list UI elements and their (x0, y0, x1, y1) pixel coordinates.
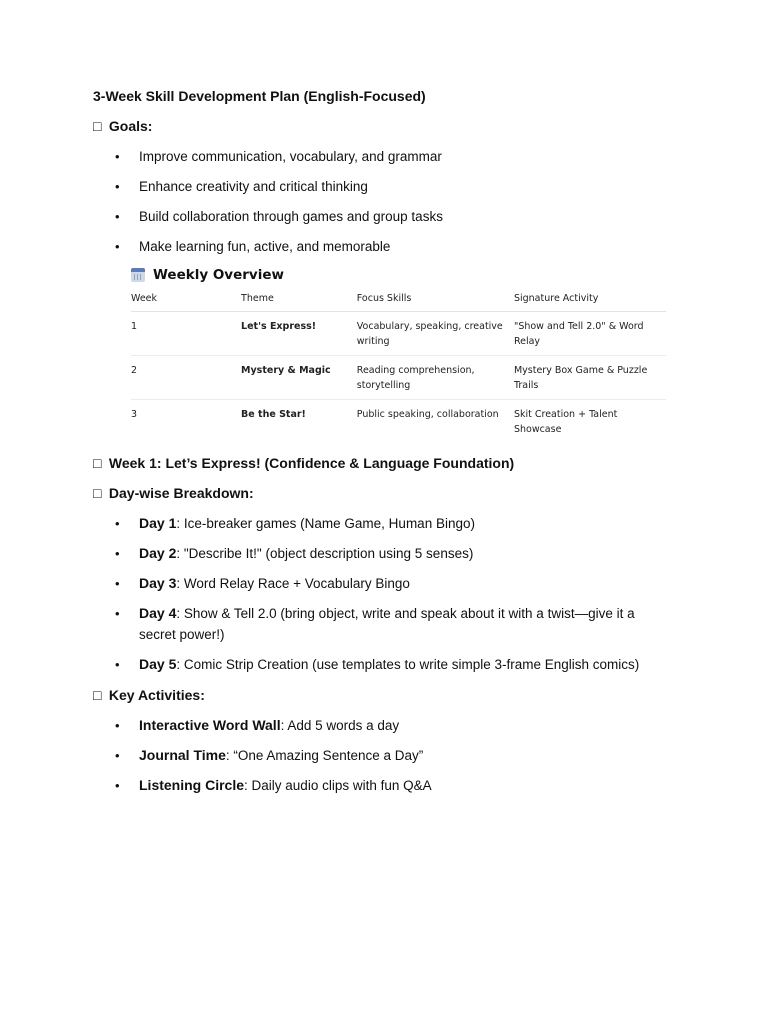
activities-icon: □ (93, 687, 102, 703)
cell-week: 1 (131, 312, 241, 356)
daywise-heading: □ Day-wise Breakdown: (93, 485, 254, 501)
weekly-overview-title: Weekly Overview (131, 267, 666, 283)
activities-heading: □ Key Activities: (93, 687, 205, 703)
cell-activity: "Show and Tell 2.0" & Word Relay (514, 312, 666, 356)
list-item: • Day 1: Ice-breaker games (Name Game, Human Bingo) (93, 513, 673, 534)
bullet-icon: • (115, 748, 120, 763)
goals-heading-text: Goals: (108, 118, 153, 134)
list-item: • Day 5: Comic Strip Creation (use templates to write simple 3-frame English comics) (93, 654, 673, 675)
bullet-icon: • (115, 778, 120, 793)
bullet-icon: • (115, 179, 120, 194)
bullet-icon: • (115, 209, 120, 224)
list-item: • Day 2: "Describe It!" (object description using 5 senses) (93, 543, 673, 564)
cell-theme: Mystery & Magic (241, 356, 357, 400)
bullet-icon: • (115, 239, 120, 254)
list-item: • Improve communication, vocabulary, and grammar (93, 146, 673, 167)
column-header: Focus Skills (357, 293, 514, 312)
cell-activity: Mystery Box Game & Puzzle Trails (514, 356, 666, 400)
cell-skills: Vocabulary, speaking, creative writing (357, 312, 514, 356)
cell-activity: Skit Creation + Talent Showcase (513, 409, 618, 435)
cell-theme: Be the Star! (241, 409, 306, 420)
list-item: • Day 4: Show & Tell 2.0 (bring object, write and speak about it with a twist—give it a secret power!) (115, 605, 635, 642)
page-title: 3-Week Skill Development Plan (English-Focused) (93, 88, 426, 104)
weekly-overview (131, 267, 666, 443)
bullet-icon: • (115, 149, 120, 164)
goals-icon: □ (93, 118, 102, 134)
list-item: • Interactive Word Wall: Add 5 words a day (93, 715, 673, 736)
list-item: • Day 3: Word Relay Race + Vocabulary Bingo (93, 573, 673, 594)
cell-skills: Public speaking, collaboration (356, 409, 499, 420)
document-page (93, 86, 673, 806)
activities-list (93, 715, 673, 796)
cell-week: 3 (131, 409, 138, 420)
week1-icon: □ (93, 455, 102, 471)
daywise-icon: □ (93, 485, 102, 501)
bullet-icon: • (115, 718, 120, 733)
cell-theme: Let's Express! (241, 312, 357, 356)
list-item: • Enhance creativity and critical thinking (93, 176, 673, 197)
list-item: • Build collaboration through games and group tasks (93, 206, 673, 227)
table-row (131, 312, 666, 356)
cell-skills: Reading comprehension, storytelling (357, 356, 514, 400)
bullet-icon: • (115, 576, 120, 591)
daywise-list (93, 513, 673, 675)
column-header: Week (131, 293, 241, 312)
goals-heading (93, 116, 673, 136)
bullet-icon: • (115, 546, 120, 561)
column-header: Signature Activity (514, 293, 666, 312)
list-item: • Journal Time: “One Amazing Sentence a Day” (93, 745, 673, 766)
table-row (131, 356, 666, 400)
table-row (131, 400, 666, 444)
calendar-icon (131, 268, 145, 282)
list-item: • Listening Circle: Daily audio clips with fun Q&A (93, 775, 673, 796)
week1-heading: □ Week 1: Let’s Express! (Confidence & Language Foundation) (93, 455, 515, 471)
table-header-row (131, 293, 666, 312)
cell-week: 2 (131, 356, 241, 400)
bullet-icon: • (115, 606, 120, 621)
bullet-icon: • (115, 516, 120, 531)
list-item: • Make learning fun, active, and memorable (93, 236, 673, 257)
goals-list (93, 146, 673, 257)
overview-table (131, 293, 666, 443)
column-header: Theme (241, 293, 357, 312)
bullet-icon: • (115, 657, 120, 672)
